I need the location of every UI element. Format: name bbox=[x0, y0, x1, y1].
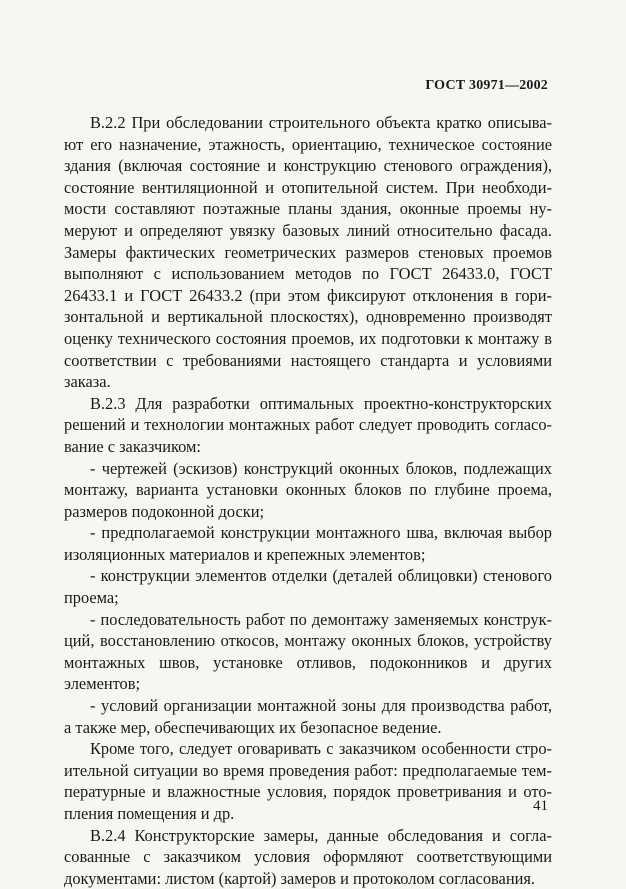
paragraph-b-2-2: В.2.2 При обследовании строительного объекта кратко описывают его назначение, этажность, ориентацию, техническое состояние здания (включая состояние и конструкцию стенового ограждения), состояние вентиляционной и отопительной систем. При необходимости составляют поэтажные планы здания, оконные проемы нумеруют и определяют увязку базовых линий относительно фасада. Замеры фактических геометрических размеров стеновых проемов выполняют с использованием методов по ГОСТ 26433.0, ГОСТ 26433.1 и ГОСТ 26433.2 (при этом фиксируют отклонения в горизонтальной и вертикальной плоскостях), одновременно производят оценку технического состояния проемов, их подготовки к монтажу в соответствии с требованиями настоящего стандарта и условиями заказа. bbox=[64, 113, 552, 392]
page-header-standard: ГОСТ 30971—2002 bbox=[425, 78, 548, 93]
paragraph-b-2-4: В.2.4 Конструкторские замеры, данные обследования и согласованные с заказчиком условия оформляют соответствующими документами: листом (картой) замеров и протоколом согласования. bbox=[64, 825, 552, 888]
list-item-installation-zone: - условий организации монтажной зоны для производства работ, а также мер, обеспечивающих их безопасное ведение. bbox=[64, 696, 552, 737]
list-item-work-sequence: - последовательность работ по демонтажу заменяемых конструкций, восстановлению откосов, монтажу оконных блоков, устройству монтажных швов, установке отливов, подоконников и других элементов; bbox=[64, 609, 552, 694]
document-body bbox=[64, 112, 552, 889]
paragraph-additionally: Кроме того, следует оговаривать с заказчиком особенности строительной ситуации во время проведения работ: предполагаемые температурные и влажностные условия, порядок проветривания и отопления помещения и др. bbox=[64, 739, 552, 823]
list-item-drawings: - чертежей (эскизов) конструкций оконных блоков, подлежащих монтажу, варианта установки оконных блоков по глубине проема, размеров подоконной доски; bbox=[64, 458, 552, 521]
paragraph-b-2-3: В.2.3 Для разработки оптимальных проектно-конструкторских решений и технологии монтажных работ следует проводить согласование с заказчиком: bbox=[64, 393, 552, 456]
list-item-seam-construction: - предполагаемой конструкции монтажного шва, включая выбор изоляционных материалов и крепежных элементов; bbox=[64, 523, 552, 564]
page-number: 41 bbox=[533, 798, 548, 814]
list-item-finishing-elements: - конструкции элементов отделки (деталей облицовки) стенового проема; bbox=[64, 566, 552, 608]
